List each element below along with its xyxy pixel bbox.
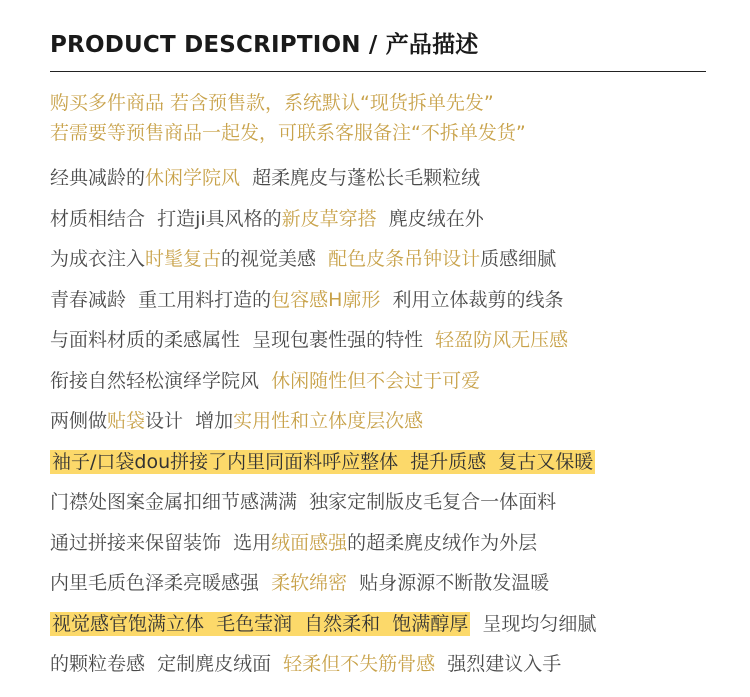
emphasis-text: 柔软绵密 — [271, 572, 348, 594]
emphasis-text: 配色皮条吊钟设计 — [328, 248, 481, 270]
body-text: 经典减龄的 — [50, 167, 146, 189]
body-text: 利用立体裁剪的线条 — [380, 288, 564, 311]
description-line — [50, 482, 710, 523]
emphasis-text: 实用性和立体度层次感 — [233, 410, 424, 432]
highlighted-text: 袖子/口袋dou拼接了内里同面料呼应整体 提升质感 复古又保暖 — [52, 450, 594, 473]
body-text: 贴身源源不断散发温暖 — [347, 572, 550, 594]
body-text: 青春减龄 重工用料打造的 — [50, 288, 272, 311]
body-text: 衔接自然轻松演绎学院风 — [50, 369, 272, 392]
description-line — [50, 239, 710, 280]
emphasis-text: 贴袋 — [107, 410, 146, 432]
body-text: 设计 增加 — [145, 410, 234, 432]
description-line — [50, 361, 710, 402]
emphasis-text: 轻盈防风无压感 — [435, 329, 569, 351]
description-line — [50, 644, 710, 685]
description-line — [50, 523, 710, 564]
body-text: 超柔麂皮与蓬松长毛颗粒绒 — [240, 167, 481, 189]
emphasis-text: 休闲学院风 — [145, 167, 241, 189]
body-text: 通过拼接来保留装饰 选用 — [50, 531, 272, 554]
description-line — [50, 604, 710, 645]
description-line — [50, 320, 710, 361]
notice-line: 若需要等预售商品一起发，可联系客服备注“不拆单发货” — [50, 122, 526, 144]
body-text: 的颗粒卷感 定制麂皮绒面 — [50, 653, 284, 675]
description-line — [50, 401, 710, 442]
body-text: 两侧做 — [50, 410, 108, 432]
presale-notice — [50, 88, 706, 148]
body-text: 与面料材质的柔感属性 呈现包裹性强的特性 — [50, 329, 436, 351]
body-text: 材质相结合 打造ji具风格的 — [50, 207, 282, 230]
body-text: 的视觉美感 — [221, 248, 329, 270]
body-text: 内里毛质色泽柔亮暖感强 — [50, 572, 272, 594]
emphasis-text: 绒面感强 — [271, 531, 348, 554]
description-line — [50, 563, 710, 604]
description-line — [50, 442, 710, 483]
highlighted-text: 视觉感官饱满立体 毛色莹润 自然柔和 饱满醇厚 — [52, 612, 469, 635]
emphasis-text: 休闲随性但不会过于可爱 — [271, 369, 481, 392]
body-text: 麂皮绒在外 — [376, 207, 484, 230]
description-line — [50, 199, 710, 240]
emphasis-text: 轻柔但不失筋骨感 — [283, 653, 436, 675]
title-header — [50, 26, 706, 72]
notice-line: 购买多件商品 若含预售款，系统默认“现货拆单先发” — [50, 92, 494, 114]
body-text: 强烈建议入手 — [435, 653, 562, 675]
body-text: 为成衣注入 — [50, 248, 146, 270]
emphasis-text: 时髦复古 — [145, 248, 222, 270]
page-title: PRODUCT DESCRIPTION / 产品描述 — [50, 32, 479, 58]
emphasis-text: 新皮草穿搭 — [281, 207, 377, 230]
description-line — [50, 280, 710, 321]
body-text: 呈现均匀细腻 — [470, 612, 597, 635]
description-line — [50, 158, 710, 199]
emphasis-text: 包容感H廓形 — [271, 288, 381, 311]
body-text: 门襟处图案金属扣细节感满满 独家定制版皮毛复合一体面料 — [50, 491, 557, 513]
description-lines — [50, 158, 710, 685]
body-text: 质感细腻 — [480, 248, 557, 270]
body-text: 的超柔麂皮绒作为外层 — [347, 531, 538, 554]
